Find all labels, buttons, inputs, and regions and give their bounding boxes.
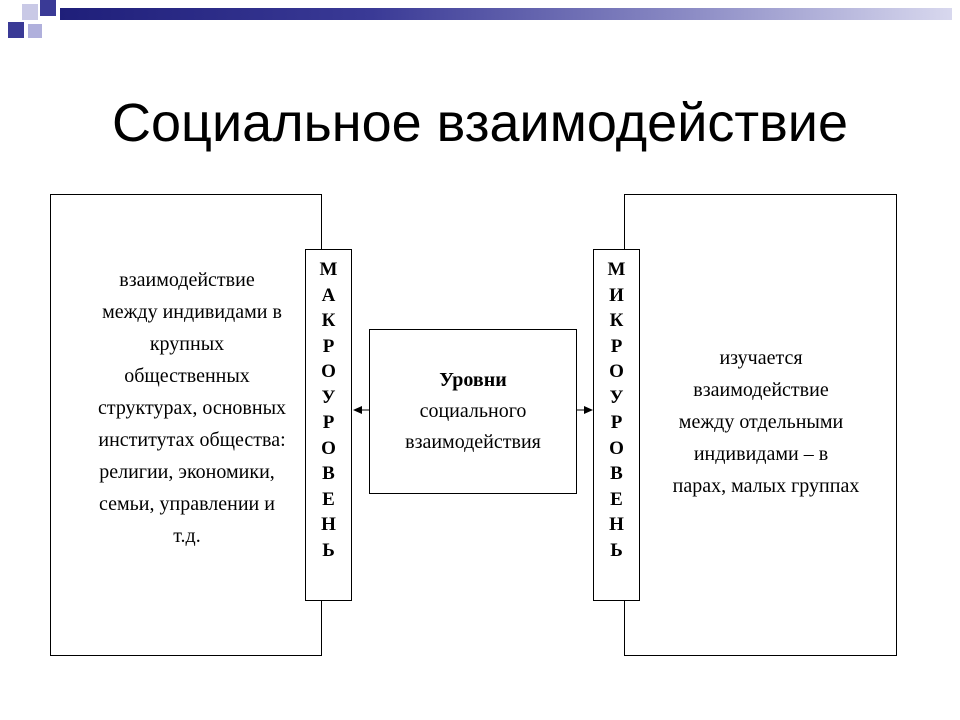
slide-title: Социальное взаимодействие [111, 93, 848, 153]
micro-description-text: изучается взаимодействие между отдельными индивидами – в парах, малых группах [672, 347, 860, 497]
macro-level-label: М А К Р О У Р О В Е Н Ь [305, 249, 352, 601]
micro-level-label: М И К Р О У Р О В Е Н Ь [593, 249, 640, 601]
center-line-3: взаимодействия [405, 431, 541, 453]
right-arrow-head [584, 406, 593, 414]
center-line-1: Уровни [439, 369, 507, 391]
macro-description-text: взаимодействие между индивидами в крупных общественных структурах, основных институтах общества: религии, экономики, семьи, управлении и т.д. [97, 269, 287, 547]
center-line-2: социального [419, 400, 527, 422]
left-arrow-head [353, 406, 362, 414]
